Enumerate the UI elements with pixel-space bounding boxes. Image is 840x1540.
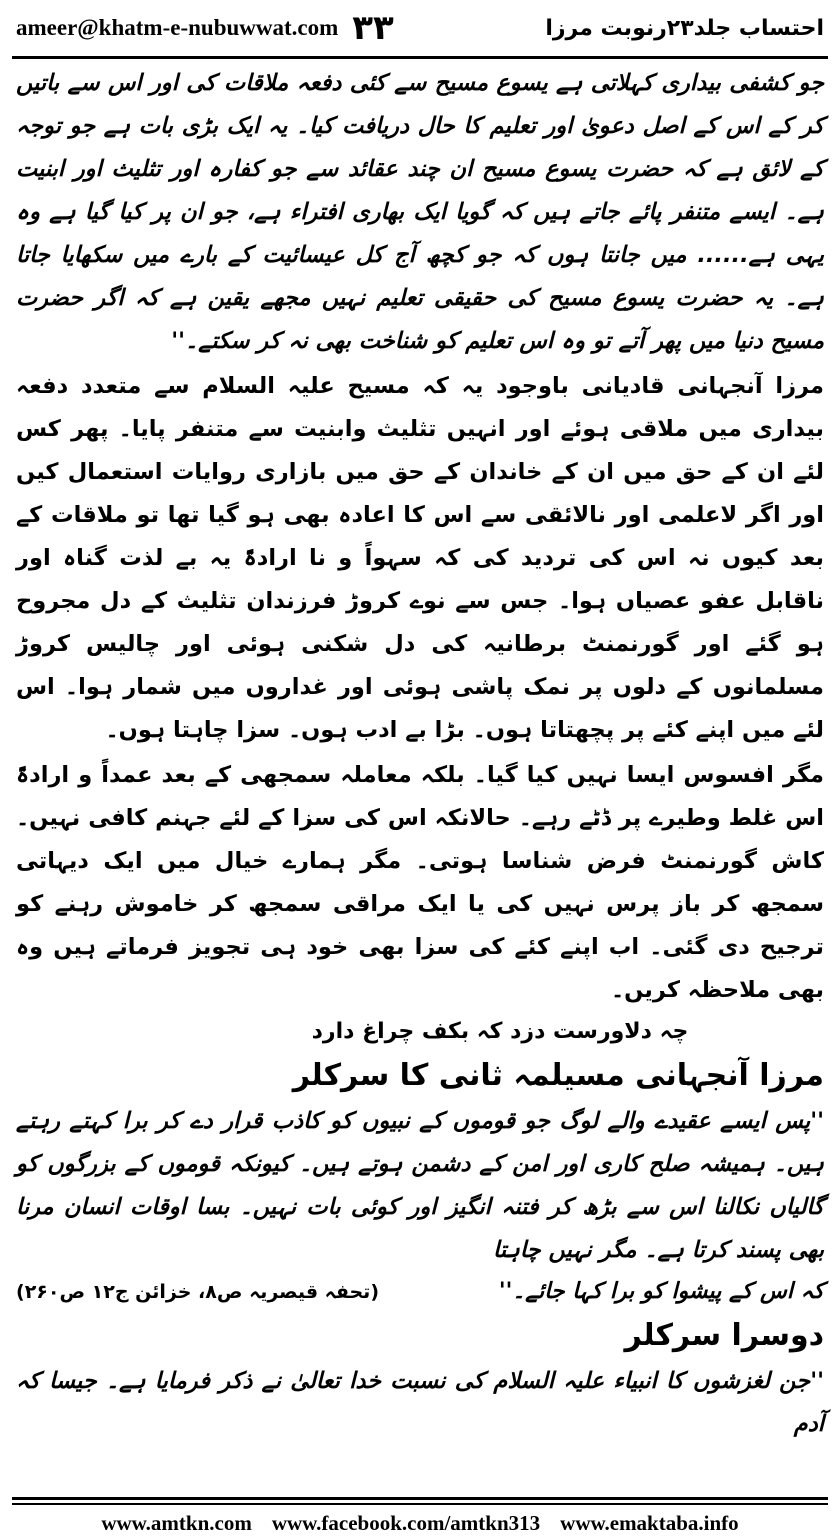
section-heading-circular-1: مرزا آنجہانی مسیلمہ ثانی کا سرکلر bbox=[292, 1058, 824, 1093]
quote-end-row bbox=[16, 1272, 824, 1312]
footer-divider-thick bbox=[12, 1497, 828, 1500]
quote-circular-1-end: کہ اس کے پیشوا کو برا کہا جائے۔'' bbox=[498, 1279, 824, 1304]
quote-circular-1: ''پس ایسے عقیدے والے لوگ جو قوموں کے نبیوں کو کاذب قرار دے کر برا کہتے رہتے ہیں۔ ہمیشہ صلح کاری اور امن کے دشمن ہوتے ہیں۔ کیونکہ قوموں کے بزرگوں کو گالیاں نکالنا اس سے بڑھ کر فتنہ انگیز اور کوئی بات نہیں۔ بسا اوقات انسان مرنا بھی پسند کرتا ہے۔ مگر نہیں چاہتا bbox=[16, 1108, 824, 1263]
footer-link-amtkn[interactable]: www.amtkn.com bbox=[101, 1511, 252, 1535]
paragraph-commentary-2: مگر افسوس ایسا نہیں کیا گیا۔ بلکہ معاملہ سمجھی کے بعد عمداً و ارادۃً اس غلط وطیرے پر ڈٹے رہے۔ حالانکہ اس کی سزا کے لئے جہنم کافی نہیں۔ کاش گورنمنٹ فرض شناسا ہوتی۔ مگر ہمارے خیال میں ایک دیہاتی سمجھ کر باز پرس نہیں کی یا ایک مراقی سمجھ کر خاموش رہنے کو ترجیح دی گئی۔ اب اپنے کئے کی سزا بھی خود ہی تجویز فرماتے ہیں وہ بھی ملاحظہ کریں۔ bbox=[16, 762, 824, 1003]
footer-divider-thin bbox=[12, 1503, 828, 1505]
section-heading-circular-2: دوسرا سرکلر bbox=[624, 1318, 824, 1353]
page-footer bbox=[0, 1507, 840, 1540]
page-number: ۳۳ bbox=[352, 8, 394, 48]
citation-reference: (تحفہ قیصریہ ص۸، خزائن ج۱۲ ص۲۶۰) bbox=[16, 1281, 380, 1303]
header-email[interactable]: ameer@khatm-e-nubuwwat.com bbox=[16, 15, 339, 40]
quote-circular-2: ''جن لغزشوں کا انبیاء علیہ السلام کی نسبت خدا تعالیٰ نے ذکر فرمایا ہے۔ جیسا کہ آدم bbox=[16, 1368, 824, 1437]
persian-verse: چہ دلاورست دزد کہ بکف چراغ دارد bbox=[311, 1019, 689, 1044]
paragraph-commentary-1: مرزا آنجہانی قادیانی باوجود یہ کہ مسیح علیہ السلام سے متعدد دفعہ بیداری میں ملاقی ہوئے اور انہیں تثلیث وابنیت سے متنفر پایا۔ پھر کس لئے ان کے حق میں ان کے خاندان کے حق میں بازاری روایات استعمال کیں اور اگر لاعلمی اور نالائقی سے اس کا اعادہ بھی ہو گیا تھا تو ملاقات کے بعد کیوں نہ اس کی تردید کی کہ سہواً و نا ارادۃً یہ بے لذت گناہ اور ناقابل عفو عصیاں ہوا۔ جس سے نوے کروڑ فرزندان تثلیث کے دل مجروح ہو گئے اور گورنمنٹ برطانیہ کی دل شکنی ہوئی اور چالیس کروڑ مسلمانوں کے دلوں پر نمک پاشی ہوئی اور غداروں میں شمار ہوا۔ اس لئے میں اپنے کئے پر پچھتاتا ہوں۔ بڑا بے ادب ہوں۔ سزا چاہتا ہوں۔ bbox=[16, 373, 824, 743]
page-header bbox=[0, 0, 840, 56]
header-left bbox=[16, 8, 394, 48]
footer-link-emaktaba[interactable]: www.emaktaba.info bbox=[560, 1511, 739, 1535]
footer-link-facebook[interactable]: www.facebook.com/amtkn313 bbox=[271, 1511, 541, 1535]
book-title: احتساب جلد۲۳رنوبت مرزا bbox=[545, 15, 824, 41]
page-body bbox=[16, 62, 824, 1446]
header-divider bbox=[12, 56, 828, 59]
paragraph-quote-continued: جو کشفی بیداری کہلاتی ہے یسوع مسیح سے کئی دفعہ ملاقات کی اور اس سے باتیں کر کے اس کے اصل دعویٰ اور تعلیم کا حال دریافت کیا۔ یہ ایک بڑی بات ہے جو توجہ کے لائق ہے کہ حضرت یسوع مسیح ان چند عقائد سے جو کفارہ اور تثلیث اور ابنیت ہے۔ ایسے متنفر پائے جاتے ہیں کہ گویا ایک بھاری افتراء ہے، جو ان پر کیا گیا ہے وہ یہی ہے...... میں جانتا ہوں کہ جو کچھ آج کل عیسائیت کے بارے میں سکھایا جاتا ہے۔ یہ حضرت یسوع مسیح کی حقیقی تعلیم نہیں مجھے یقین ہے کہ اگر حضرت مسیح دنیا میں پھر آتے تو وہ اس تعلیم کو شناخت بھی نہ کر سکتے۔'' bbox=[16, 70, 824, 354]
